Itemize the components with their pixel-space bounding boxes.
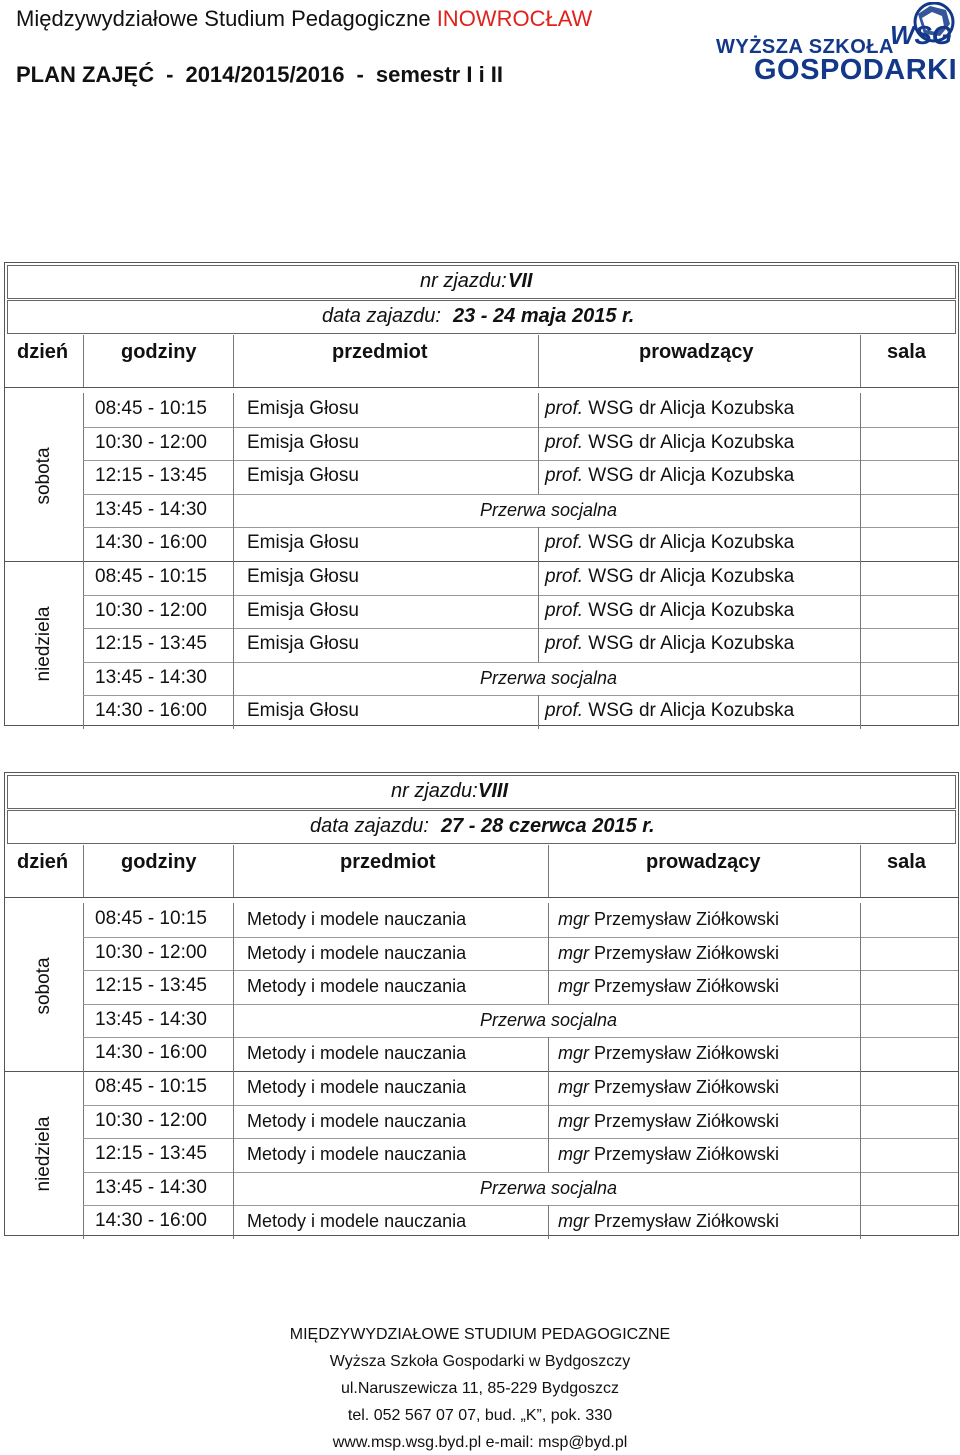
schedule-row <box>83 460 958 494</box>
time-slot: 10:30 - 12:00 <box>95 941 207 963</box>
col-header-hours: godziny <box>121 851 197 873</box>
col-header-hours: godziny <box>121 341 197 363</box>
subject-name: Metody i modele nauczania <box>247 1144 467 1165</box>
time-slot: 10:30 - 12:00 <box>95 431 207 453</box>
time-slot: 08:45 - 10:15 <box>95 398 207 419</box>
divider <box>860 845 861 897</box>
divider <box>83 845 84 897</box>
time-slot: 12:15 - 13:45 <box>95 1143 207 1165</box>
col-header-teacher: prowadzący <box>639 341 754 363</box>
time-slot: 08:45 - 10:15 <box>95 1076 207 1097</box>
subject-name: Emisja Głosu <box>247 532 359 554</box>
col-header-subject: przedmiot <box>332 341 428 363</box>
footer-phone: tel. 052 567 07 07, bud. „K”, pok. 330 <box>347 1407 613 1424</box>
schedule-row <box>83 1071 958 1105</box>
schedule-row <box>83 1105 958 1139</box>
teacher-name: mgr Przemysław Ziółkowski <box>558 1211 780 1232</box>
time-slot: 13:45 - 14:30 <box>95 1008 207 1030</box>
time-slot: 08:45 - 10:15 <box>95 908 207 929</box>
teacher-name: mgr Przemysław Ziółkowski <box>558 1144 780 1165</box>
break-label: Przerwa socjalna <box>480 499 618 520</box>
schedule-row <box>83 628 958 662</box>
teacher-name: prof. WSG dr Alicja Kozubska <box>545 633 795 655</box>
time-slot: 12:15 - 13:45 <box>95 975 207 997</box>
plan-semester: semestr I i II <box>375 62 504 87</box>
plan-years: 2014/2015/2016 <box>185 62 345 87</box>
subject-name: Metody i modele nauczania <box>247 976 467 997</box>
teacher-name: mgr Przemysław Ziółkowski <box>558 1043 780 1064</box>
time-slot: 14:30 - 16:00 <box>95 1042 207 1064</box>
footer-contact: www.msp.wsg.byd.pl e-mail: msp@byd.pl <box>332 1434 628 1451</box>
schedule-row <box>83 527 958 561</box>
subject-name: Metody i modele nauczania <box>247 942 467 963</box>
schedule-row <box>83 393 958 427</box>
footer-address: ul.Naruszewicza 11, 85-229 Bydgoszcz <box>340 1380 620 1397</box>
divider <box>83 335 84 387</box>
date-label: data zajazdu: <box>322 305 441 327</box>
time-slot: 13:45 - 14:30 <box>95 498 207 520</box>
teacher-name: prof. WSG dr Alicja Kozubska <box>545 532 795 554</box>
plan-label: PLAN ZAJĘĆ <box>16 62 155 87</box>
divider <box>538 335 539 387</box>
teacher-name: prof. WSG dr Alicja Kozubska <box>545 465 795 487</box>
time-slot: 10:30 - 12:00 <box>95 599 207 621</box>
zjazd-label: nr zjazdu: <box>420 270 507 292</box>
schedule-row <box>83 1205 958 1239</box>
day-label-niedziela: niedziela <box>33 1116 54 1192</box>
subject-name: Emisja Głosu <box>247 431 359 453</box>
teacher-name: prof. WSG dr Alicja Kozubska <box>545 431 795 453</box>
divider <box>233 845 234 897</box>
time-slot: 14:30 - 16:00 <box>95 1210 207 1232</box>
divider <box>233 335 234 387</box>
schedule-row <box>83 970 958 1004</box>
day-label-niedziela: niedziela <box>33 606 54 682</box>
logo-badge: WSG <box>890 20 953 50</box>
time-slot: 12:15 - 13:45 <box>95 465 207 487</box>
institution-title <box>16 6 592 32</box>
schedule-row <box>83 903 958 937</box>
zjazd-number: VII <box>508 270 533 292</box>
col-header-day: dzień <box>17 341 69 363</box>
date-row <box>7 810 956 844</box>
subject-name: Emisja Głosu <box>247 599 359 621</box>
subject-name: Metody i modele nauczania <box>247 1077 467 1097</box>
footer-institution: MIĘDZYWYDZIAŁOWE STUDIUM PEDAGOGICZNE <box>289 1326 671 1343</box>
schedule-row <box>83 937 958 971</box>
logo-line-2: GOSPODARKI <box>754 54 958 86</box>
time-slot: 13:45 - 14:30 <box>95 1176 207 1198</box>
schedule-row <box>83 561 958 595</box>
subject-name: Metody i modele nauczania <box>247 1211 467 1232</box>
plan-title <box>16 62 503 88</box>
divider <box>548 845 549 897</box>
schedule-row <box>83 1138 958 1172</box>
subject-name: Metody i modele nauczania <box>247 1043 467 1064</box>
time-slot: 10:30 - 12:00 <box>95 1109 207 1131</box>
date-value: 27 - 28 czerwca 2015 r. <box>441 815 655 837</box>
date-value: 23 - 24 maja 2015 r. <box>453 305 635 327</box>
teacher-name: prof. WSG dr Alicja Kozubska <box>545 599 795 621</box>
break-label: Przerwa socjalna <box>480 1009 618 1030</box>
date-row <box>7 300 956 334</box>
teacher-name: mgr Przemysław Ziółkowski <box>558 1077 780 1097</box>
teacher-name: mgr Przemysław Ziółkowski <box>558 976 780 997</box>
subject-name: Metody i modele nauczania <box>247 1110 467 1131</box>
day-label-sobota: sobota <box>33 957 54 1015</box>
teacher-name: mgr Przemysław Ziółkowski <box>558 942 780 963</box>
break-label: Przerwa socjalna <box>480 1177 618 1198</box>
col-header-day: dzień <box>17 851 69 873</box>
subject-name: Metody i modele nauczania <box>247 909 467 929</box>
schedule-row <box>83 1037 958 1071</box>
time-slot: 13:45 - 14:30 <box>95 666 207 688</box>
schedule-block <box>4 262 959 726</box>
teacher-name: mgr Przemysław Ziółkowski <box>558 1110 780 1131</box>
col-header-room: sala <box>887 851 926 873</box>
zjazd-label: nr zjazdu: <box>391 780 478 802</box>
day-label-sobota: sobota <box>33 447 54 505</box>
divider <box>5 387 958 388</box>
time-slot: 12:15 - 13:45 <box>95 633 207 655</box>
plan-dash-2: - <box>356 62 364 87</box>
time-slot: 08:45 - 10:15 <box>95 566 207 587</box>
subject-name: Emisja Głosu <box>247 633 359 655</box>
teacher-name: prof. WSG dr Alicja Kozubska <box>545 700 795 722</box>
subject-name: Emisja Głosu <box>247 398 359 419</box>
schedule-row <box>83 427 958 461</box>
institution-city: INOWROCŁAW <box>436 6 593 31</box>
divider <box>5 897 958 898</box>
subject-name: Emisja Głosu <box>247 700 359 722</box>
zjazd-row <box>7 775 956 809</box>
plan-dash-1: - <box>166 62 174 87</box>
subject-name: Emisja Głosu <box>247 465 359 487</box>
wsg-logo <box>716 2 958 86</box>
schedule-row <box>83 595 958 629</box>
logo-line-1: WYŻSZA SZKOŁA <box>716 36 894 58</box>
teacher-name: prof. WSG dr Alicja Kozubska <box>545 566 795 587</box>
zjazd-row <box>7 265 956 299</box>
zjazd-number: VIII <box>478 780 509 802</box>
schedule-block <box>4 772 959 1236</box>
schedule-row <box>83 695 958 729</box>
teacher-name: prof. WSG dr Alicja Kozubska <box>545 398 795 419</box>
col-header-subject: przedmiot <box>340 851 436 873</box>
institution-name: Międzywydziałowe Studium Pedagogiczne <box>16 6 431 31</box>
date-label: data zajazdu: <box>310 815 429 837</box>
footer-school: Wyższa Szkoła Gospodarki w Bydgoszczy <box>329 1353 631 1370</box>
time-slot: 14:30 - 16:00 <box>95 700 207 722</box>
subject-name: Emisja Głosu <box>247 566 359 587</box>
teacher-name: mgr Przemysław Ziółkowski <box>558 909 780 929</box>
divider <box>860 335 861 387</box>
time-slot: 14:30 - 16:00 <box>95 532 207 554</box>
col-header-room: sala <box>887 341 926 363</box>
col-header-teacher: prowadzący <box>646 851 761 873</box>
break-label: Przerwa socjalna <box>480 667 618 688</box>
